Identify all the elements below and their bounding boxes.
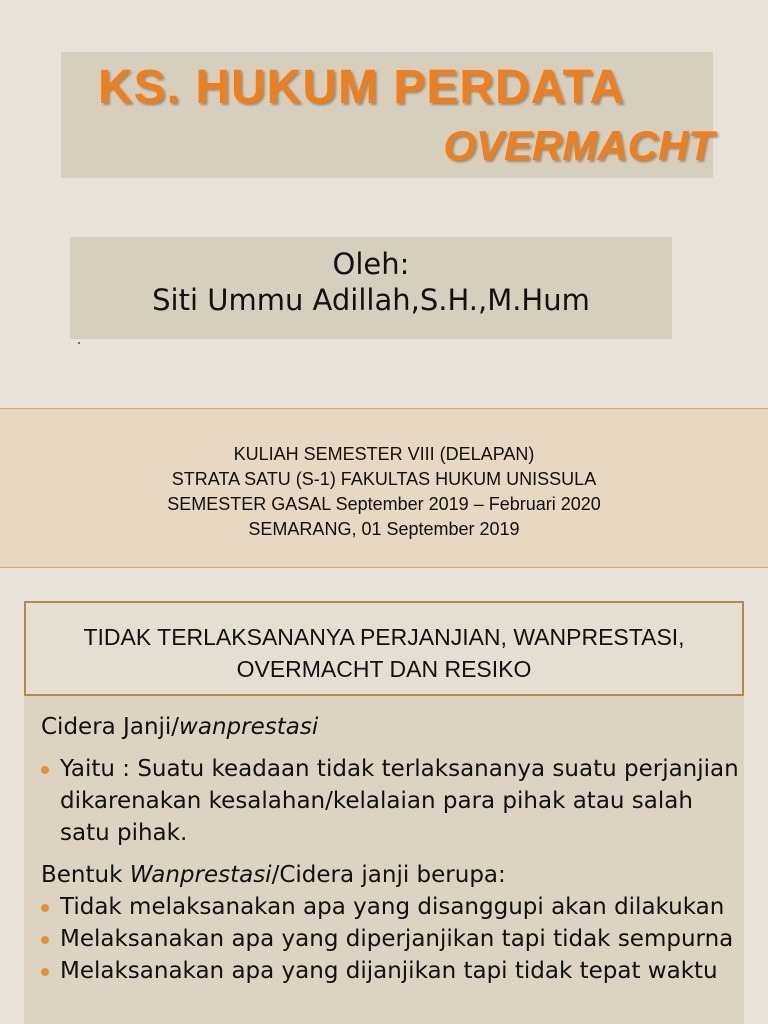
slide-body: [41, 711, 741, 987]
info-line-semester: KULIAH SEMESTER VIII (DELAPAN): [233, 444, 535, 464]
heading-wanprestasi: [41, 711, 741, 743]
heading-bentuk-part1: Bentuk: [41, 862, 130, 888]
bullet-item: [41, 891, 741, 923]
bullet-item: [41, 923, 741, 955]
bullet-item-text: Melaksanakan apa yang diperjanjikan tapi tidak sempurna: [60, 926, 734, 952]
header-line-2: OVERMACHT DAN RESIKO: [236, 656, 532, 682]
stray-mark: [78, 342, 80, 344]
bullet-dot-icon: [41, 904, 49, 912]
author-intro: Oleh:: [332, 247, 410, 281]
heading-bentuk: [41, 859, 741, 891]
course-subtitle: OVERMACHT: [443, 122, 714, 169]
info-line-period: SEMESTER GASAL September 2019 – Februari 2020: [167, 494, 601, 514]
heading-wanprestasi-italic: wanprestasi: [179, 714, 319, 740]
header-line-1: TIDAK TERLAKSANANYA PERJANJIAN, WANPRESTASI,: [83, 624, 685, 650]
bullet-dot-icon: [41, 936, 49, 944]
heading-bentuk-part2: /Cidera janji: [271, 862, 410, 888]
content-slide: [24, 601, 744, 1024]
bullet-definition-text: Yaitu : Suatu keadaan tidak terlaksananya suatu perjanjian dikarenakan kesalahan/kelalaian para pihak atau salah satu pihak.: [60, 756, 739, 846]
bullet-dot-icon: [41, 968, 49, 976]
info-line-date: SEMARANG, 01 September 2019: [248, 519, 520, 539]
bullet-item-text: Melaksanakan apa yang dijanjikan tapi tidak tepat waktu: [60, 958, 718, 984]
slide-header: [24, 601, 744, 696]
bullet-item-text: Tidak melaksanakan apa yang disanggupi akan dilakukan: [60, 894, 725, 920]
info-line-faculty: STRATA SATU (S-1) FAKULTAS HUKUM UNISSULA: [171, 469, 597, 489]
bullet-definition: [41, 753, 741, 849]
heading-wanprestasi-plain: Cidera Janji/: [41, 714, 180, 740]
author-name: Siti Ummu Adillah,S.H.,M.Hum: [152, 283, 590, 317]
course-title: KS. HUKUM PERDATA: [98, 61, 626, 114]
title-slide: [0, 0, 768, 408]
heading-bentuk-italic: Wanprestasi: [129, 862, 272, 888]
heading-bentuk-part3: berupa:: [409, 862, 506, 888]
author-box: [70, 237, 672, 339]
course-info-box: [0, 408, 768, 568]
bullet-item: [41, 955, 741, 987]
bullet-dot-icon: [41, 766, 49, 774]
